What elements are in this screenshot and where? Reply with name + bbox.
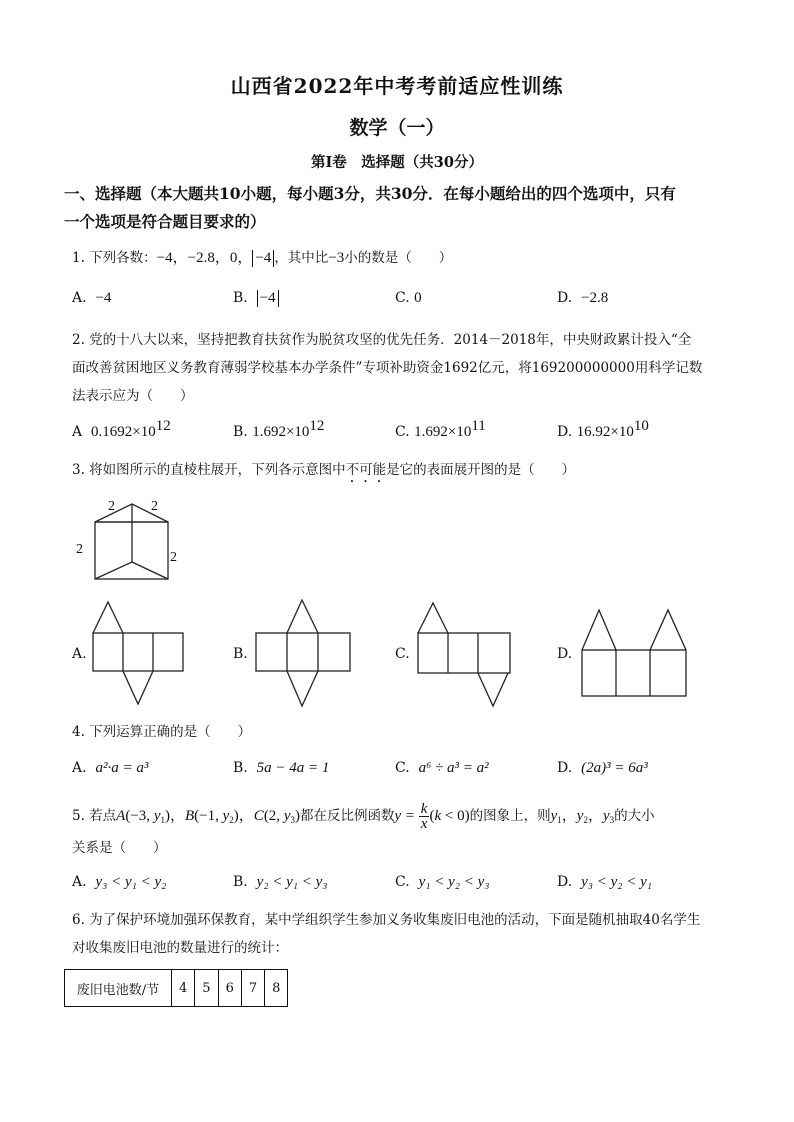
subject-title: 数学（一）	[349, 117, 445, 139]
q1-option-d[interactable]: D. −2.8	[557, 290, 609, 306]
q1-stem-c: 小的数是（ ）	[344, 250, 453, 266]
q1-numbers: −4，−2.8，0，	[156, 250, 253, 266]
q2-option-a[interactable]: A $0.1692\times 10^{12}$	[72, 418, 171, 440]
table-cell: 5	[195, 970, 218, 1007]
table-cell: 7	[241, 970, 264, 1007]
q5-line2: 关系是（ ）	[72, 840, 167, 856]
q3-option-b-label[interactable]: B.	[233, 646, 248, 662]
q3-option-d-label[interactable]: D.	[557, 646, 573, 662]
question-1-stem	[72, 248, 452, 268]
q1-stem-a: 1. 下列各数：	[72, 250, 157, 266]
q1-option-b[interactable]: B. −4	[233, 290, 279, 307]
q4-option-b[interactable]: B. 5a − 4a = 1	[233, 760, 330, 776]
q5-stem: 5. 若点 A(−3, $y_1$)，B(−1, $y_2$)，C(2, $y_3$) 都在反比例函数 y = $\frac{k}{x}$ (k < 0) 的图象上，则 $y_1$，$y_2$，$y_3$ 的大小	[72, 800, 655, 832]
q5-option-a[interactable]: A. y₃ < y₁ < y₂	[72, 874, 167, 890]
q4-stem: 4. 下列运算正确的是（ ）	[72, 724, 252, 740]
q1-stem-b: ，其中比	[274, 250, 329, 266]
table-cell: 6	[218, 970, 241, 1007]
q5-option-d[interactable]: D. y₃ < y₂ < y₁	[557, 874, 652, 890]
table-cell: 4	[172, 970, 195, 1007]
q2-line2: 面改善贫困地区义务教育薄弱学校基本办学条件”专项补助资金1692亿元，将169200000000用科学记数	[72, 360, 703, 376]
q4-option-a[interactable]: A. a²·a = a³	[72, 760, 149, 776]
q4-option-c[interactable]: C. a⁶ ÷ a³ = a²	[395, 760, 489, 776]
page-title: 山西省2022年中考考前适应性训练	[230, 74, 564, 98]
q4-option-d[interactable]: D. (2a)³ = 6a³	[557, 760, 648, 776]
q3-option-c-label[interactable]: C.	[395, 646, 410, 662]
part-heading: 第Ⅰ卷 选择题（共30分）	[311, 154, 483, 171]
net-option-d[interactable]	[578, 604, 690, 700]
dim-label: 2	[170, 550, 177, 565]
table-row	[65, 970, 288, 1007]
net-option-c[interactable]	[414, 600, 514, 710]
net-option-b[interactable]	[252, 596, 354, 712]
q5-option-b[interactable]: B. y₂ < y₁ < y₃	[233, 874, 328, 890]
q2-option-d[interactable]: D. $16.92\times 10^{10}$	[557, 418, 649, 440]
q2-line1: 2. 党的十八大以来，坚持把教育扶贫作为脱贫攻坚的优先任务．2014－2018年，中央财政累计投入“全	[72, 332, 692, 348]
section-instruction-line1: 一、选择题（本大题共10小题，每小题3分，共30分．在每小题给出的四个选项中，只有	[64, 184, 676, 203]
prism-figure	[70, 494, 190, 584]
q2-option-b[interactable]: B. $1.692\times 10^{12}$	[233, 418, 325, 440]
q1-absolute-value: −4	[252, 250, 274, 267]
net-option-a[interactable]	[88, 598, 188, 710]
q5-option-c[interactable]: C. y₁ < y₂ < y₃	[395, 874, 490, 890]
q2-option-c[interactable]: C. $1.692\times 10^{11}$	[395, 418, 486, 440]
q3-option-a-label[interactable]: A.	[72, 646, 87, 662]
q2-line3: 法表示应为（ ）	[72, 388, 194, 404]
dim-label: 2	[108, 499, 115, 514]
battery-count-table	[64, 969, 288, 1007]
q6-line2: 对收集废旧电池的数量进行的统计：	[72, 940, 288, 956]
q3-stem: 3. 将如图所示的直棱柱展开，下列各示意图中不可能是它的表面展开图的是（ ）	[72, 462, 576, 478]
dim-label: 2	[151, 499, 158, 514]
dim-label: 2	[76, 542, 83, 557]
q1-option-a[interactable]: A. −4	[72, 290, 112, 306]
table-cell: 8	[265, 970, 288, 1007]
fraction-k-over-x: $\frac{k}{x}$	[420, 800, 428, 832]
q1-option-c[interactable]: C. 0	[395, 290, 422, 306]
q6-line1: 6. 为了保护环境加强环保教育，某中学组织学生参加义务收集废旧电池的活动，下面是随机抽取40名学生	[72, 912, 701, 928]
section-instruction-line2: 一个选项是符合题目要求的）	[64, 212, 266, 231]
q3-emphasis: 不可能	[345, 462, 387, 478]
table-header-cell: 废旧电池数/节	[65, 970, 172, 1007]
q1-compare-value: −3	[328, 250, 345, 266]
